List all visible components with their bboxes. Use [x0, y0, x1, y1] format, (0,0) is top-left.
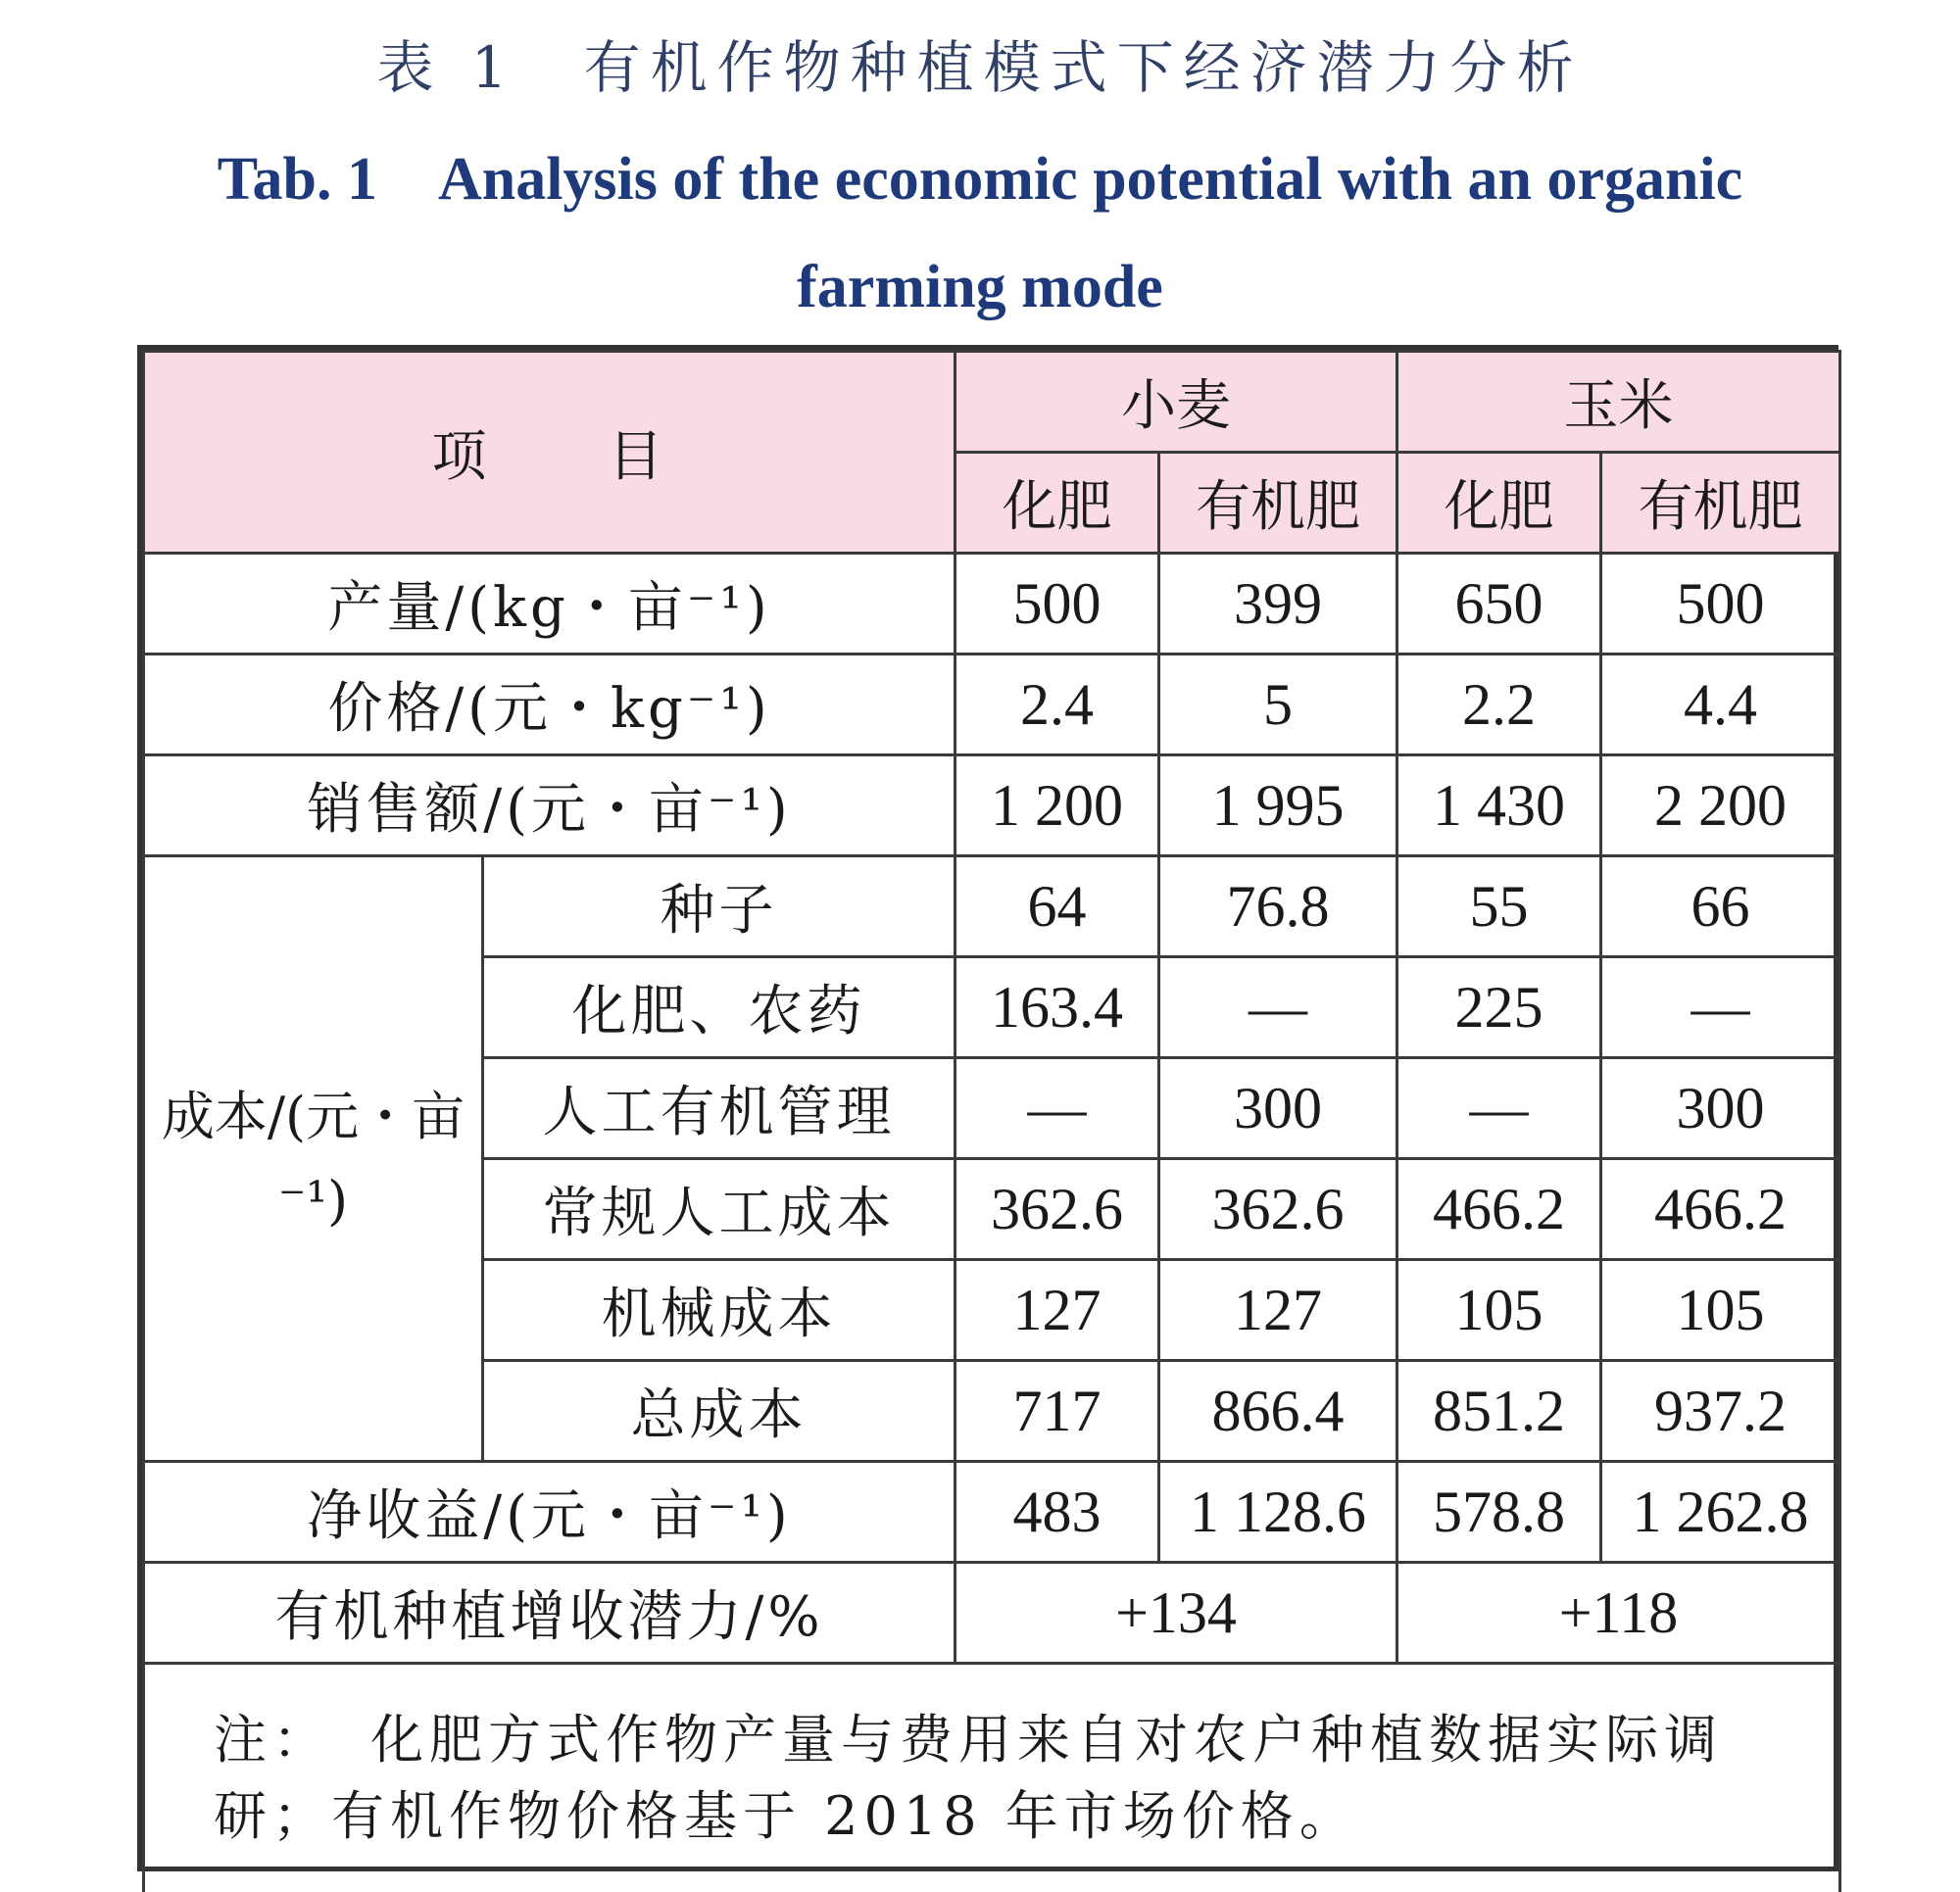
- note-label: 注：: [214, 1702, 370, 1778]
- row-label: 化肥、农药: [483, 957, 956, 1058]
- cell-value: 163.4: [956, 957, 1159, 1058]
- cell-value: 127: [956, 1260, 1159, 1361]
- row-label: 销售额/(元・亩⁻¹): [144, 755, 956, 856]
- cell-value: 64: [956, 856, 1159, 957]
- cell-value: 300: [1159, 1058, 1397, 1159]
- cell-value: 66: [1601, 856, 1840, 957]
- note-row: [144, 1664, 1840, 1892]
- cell-value: 1 430: [1397, 755, 1601, 856]
- row-label: 产量/(kg・亩⁻¹): [144, 554, 956, 655]
- cell-value: 466.2: [1397, 1159, 1601, 1260]
- cell-value: 500: [1601, 554, 1840, 655]
- data-table: [137, 345, 1838, 1871]
- cell-value: —: [1601, 957, 1840, 1058]
- table-row: [144, 856, 1840, 957]
- table-row: [144, 655, 1840, 755]
- cell-value: 76.8: [1159, 856, 1397, 957]
- cell-value: 466.2: [1601, 1159, 1840, 1260]
- table-caption-cn: 表 1 有机作物种植模式下经济潜力分析: [0, 22, 1960, 104]
- table-row: [144, 1462, 1840, 1563]
- cell-value: 2.2: [1397, 655, 1601, 755]
- cell-value: 105: [1601, 1260, 1840, 1361]
- cell-value: 1 128.6: [1159, 1462, 1397, 1563]
- header-wheat: 小麦: [956, 352, 1397, 453]
- cell-value: 300: [1601, 1058, 1840, 1159]
- table-row: [144, 755, 1840, 856]
- header-wheat-organic: 有机肥: [1159, 453, 1397, 554]
- cell-value: 866.4: [1159, 1361, 1397, 1462]
- cell-value: 1 995: [1159, 755, 1397, 856]
- table-row: [144, 1563, 1840, 1664]
- row-label: 价格/(元・kg⁻¹): [144, 655, 956, 755]
- row-label: 机械成本: [483, 1260, 956, 1361]
- header-corn-organic: 有机肥: [1601, 453, 1840, 554]
- cell-value: 127: [1159, 1260, 1397, 1361]
- table-caption-en: Tab. 1 Analysis of the economic potential with an organic farming mode: [147, 125, 1813, 341]
- table-row: [144, 554, 1840, 655]
- cell-value: —: [1159, 957, 1397, 1058]
- cell-value: 105: [1397, 1260, 1601, 1361]
- cell-value: 1 262.8: [1601, 1462, 1840, 1563]
- cell-value: —: [1397, 1058, 1601, 1159]
- row-label: 种子: [483, 856, 956, 957]
- cell-value: 578.8: [1397, 1462, 1601, 1563]
- row-label: 人工有机管理: [483, 1058, 956, 1159]
- header-corn: 玉米: [1397, 352, 1840, 453]
- note-text: 化肥方式作物产量与费用来自对农户种植数据实际调研；有机作物价格基于 2018 年市场价格。: [214, 1709, 1723, 1847]
- cell-value: 4.4: [1601, 655, 1840, 755]
- cell-value: 851.2: [1397, 1361, 1601, 1462]
- potential-corn: +118: [1397, 1563, 1840, 1664]
- row-label: 净收益/(元・亩⁻¹): [144, 1462, 956, 1563]
- header-corn-chemical: 化肥: [1397, 453, 1601, 554]
- cell-value: —: [956, 1058, 1159, 1159]
- cell-value: 2 200: [1601, 755, 1840, 856]
- row-label: 总成本: [483, 1361, 956, 1462]
- cell-value: 1 200: [956, 755, 1159, 856]
- cell-value: 362.6: [956, 1159, 1159, 1260]
- cell-value: 483: [956, 1462, 1159, 1563]
- cell-value: 55: [1397, 856, 1601, 957]
- cell-value: 5: [1159, 655, 1397, 755]
- header-row-1: [144, 352, 1840, 453]
- cell-value: 225: [1397, 957, 1601, 1058]
- cell-value: 500: [956, 554, 1159, 655]
- header-wheat-chemical: 化肥: [956, 453, 1159, 554]
- header-item: 项 目: [144, 352, 956, 554]
- cell-value: 362.6: [1159, 1159, 1397, 1260]
- cell-value: 717: [956, 1361, 1159, 1462]
- table-note: [144, 1664, 1840, 1892]
- cost-group-label: 成本/(元・亩⁻¹): [144, 856, 483, 1462]
- cell-value: 937.2: [1601, 1361, 1840, 1462]
- row-label: 有机种植增收潜力/%: [144, 1563, 956, 1664]
- cell-value: 399: [1159, 554, 1397, 655]
- row-label: 常规人工成本: [483, 1159, 956, 1260]
- potential-wheat: +134: [956, 1563, 1397, 1664]
- cell-value: 650: [1397, 554, 1601, 655]
- cell-value: 2.4: [956, 655, 1159, 755]
